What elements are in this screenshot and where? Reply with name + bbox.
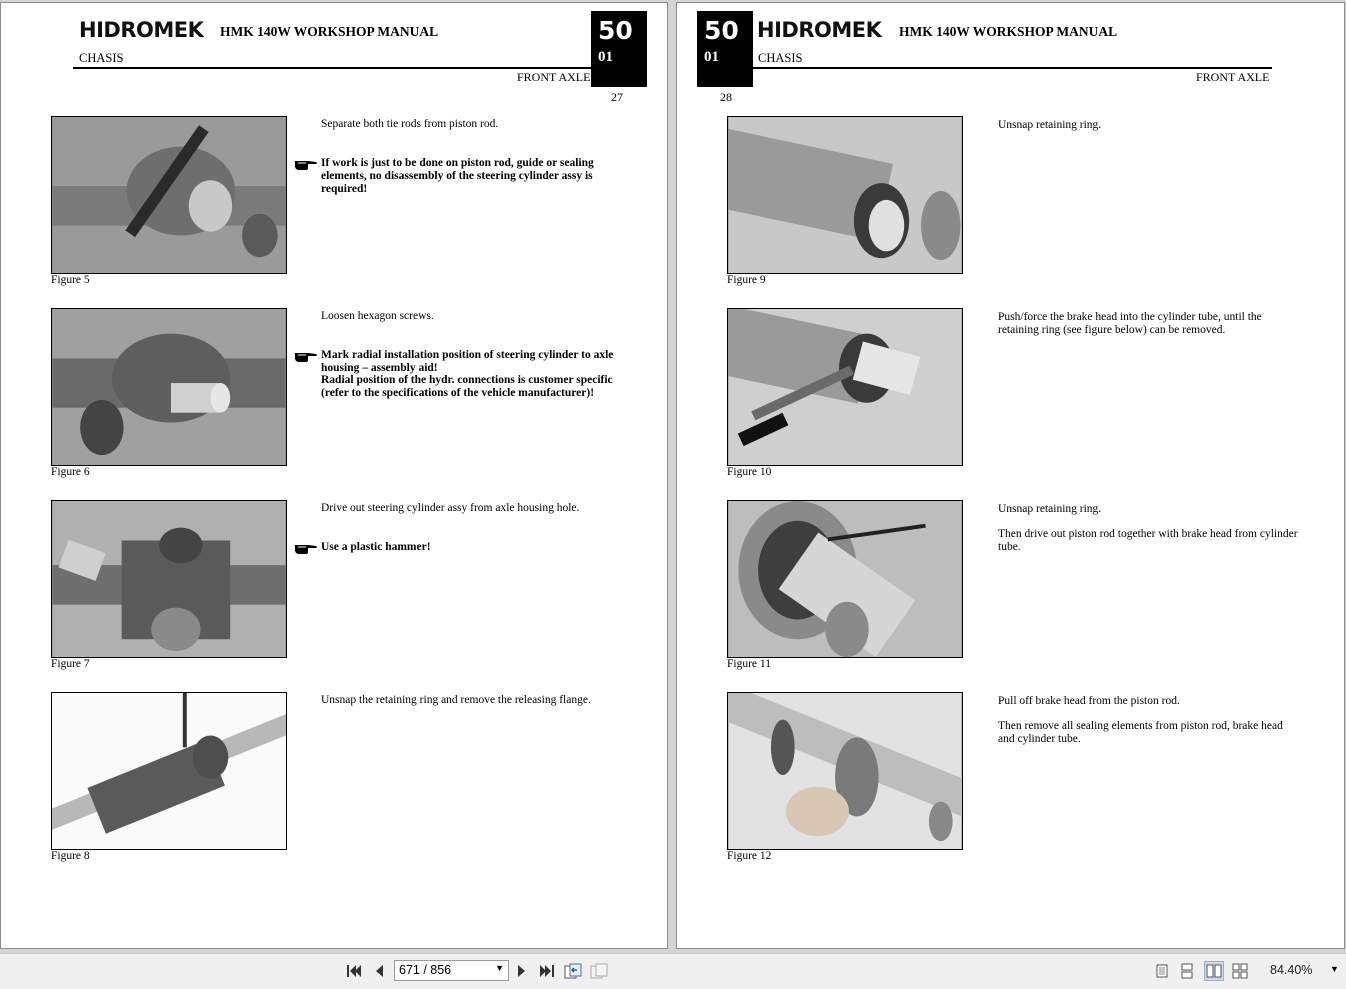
section-title: CHASIS <box>79 51 124 65</box>
manual-title: HMK 140W WORKSHOP MANUAL <box>220 24 439 39</box>
page-number: 28 <box>720 90 732 104</box>
note-text: If work is just to be done on piston rod, guide or sealing elements, no disassembly of the steering cylinder assy is required! <box>321 157 594 195</box>
figure-caption: Figure 7 <box>51 658 90 670</box>
hidromek-logo: HIDROMEK <box>79 18 204 42</box>
hidromek-logo: HIDROMEK <box>757 18 882 42</box>
two-page-icon[interactable] <box>1204 961 1224 981</box>
subsection-title: FRONT AXLE <box>517 70 591 84</box>
figure-caption: Figure 8 <box>51 850 90 862</box>
figure-9-image <box>727 116 963 274</box>
header-rule <box>697 67 1272 69</box>
next-view-icon[interactable] <box>590 962 608 980</box>
step-text: Push/force the brake head into the cylinder tube, until the retaining ring (see figure below) can be removed. <box>998 311 1262 336</box>
sub-chapter-number: 01 <box>598 49 613 65</box>
zoom-chevron-down-icon[interactable]: ▼ <box>1330 964 1339 974</box>
page-number: 27 <box>611 90 623 104</box>
chapter-tab <box>591 11 647 87</box>
figure-11-image <box>727 500 963 658</box>
figure-caption: Figure 9 <box>727 274 766 286</box>
sub-chapter-number: 01 <box>704 49 719 65</box>
subsection-title: FRONT AXLE <box>1196 70 1270 84</box>
note-text: Use a plastic hammer! <box>321 541 431 553</box>
step-text: Unsnap retaining ring. <box>998 119 1102 131</box>
figure-10-image <box>727 308 963 466</box>
figure-caption: Figure 10 <box>727 466 772 478</box>
figure-caption: Figure 6 <box>51 466 90 478</box>
manual-title: HMK 140W WORKSHOP MANUAL <box>899 24 1118 39</box>
chevron-down-icon[interactable]: ▼ <box>495 963 504 973</box>
pointing-hand-icon <box>294 541 318 555</box>
figure-caption: Figure 12 <box>727 850 772 862</box>
figure-8-image <box>51 692 287 850</box>
single-page-icon[interactable] <box>1152 961 1172 981</box>
figure-5-image <box>51 116 287 274</box>
header-rule <box>73 67 647 69</box>
next-page-icon[interactable] <box>513 962 531 980</box>
previous-view-icon[interactable] <box>564 962 582 980</box>
page-number-input[interactable] <box>394 960 509 981</box>
step-text: Loosen hexagon screws. <box>321 310 434 322</box>
first-page-icon[interactable] <box>345 962 363 980</box>
right-page <box>676 2 1345 949</box>
step-text: Pull off brake head from the piston rod. <box>998 695 1180 707</box>
section-title: CHASIS <box>758 51 803 65</box>
step-text-2: Then remove all sealing elements from piston rod, brake head and cylinder tube. <box>998 720 1283 745</box>
figure-caption: Figure 5 <box>51 274 90 286</box>
step-text: Unsnap the retaining ring and remove the releasing flange. <box>321 694 591 706</box>
step-text-2: Then drive out piston rod together with brake head from cylinder tube. <box>998 528 1298 553</box>
pointing-hand-icon <box>294 349 318 363</box>
figure-caption: Figure 11 <box>727 658 771 670</box>
chapter-number: 50 <box>704 16 739 45</box>
chapter-number: 50 <box>598 16 633 45</box>
figure-12-image <box>727 692 963 850</box>
two-page-continuous-icon[interactable] <box>1230 961 1250 981</box>
zoom-level[interactable]: 84.40% <box>1270 963 1313 977</box>
note-text: Radial position of the hydr. connections is customer specific (refer to the specifications of the vehicle manufacturer)! <box>321 374 613 399</box>
step-text: Drive out steering cylinder assy from axle housing hole. <box>321 502 580 514</box>
continuous-icon[interactable] <box>1177 961 1197 981</box>
pointing-hand-icon <box>294 157 318 171</box>
prev-page-icon[interactable] <box>370 962 388 980</box>
navigation-toolbar <box>0 953 1346 989</box>
figure-7-image <box>51 500 287 658</box>
step-text: Separate both tie rods from piston rod. <box>321 118 499 130</box>
chapter-tab <box>697 11 753 87</box>
figure-6-image <box>51 308 287 466</box>
page-number-value: 671 / 856 <box>399 963 452 977</box>
last-page-icon[interactable] <box>538 962 556 980</box>
step-text: Unsnap retaining ring. <box>998 503 1102 515</box>
note-text: Mark radial installation position of steering cylinder to axle housing – assembly aid! <box>321 349 614 374</box>
left-page <box>0 2 668 949</box>
